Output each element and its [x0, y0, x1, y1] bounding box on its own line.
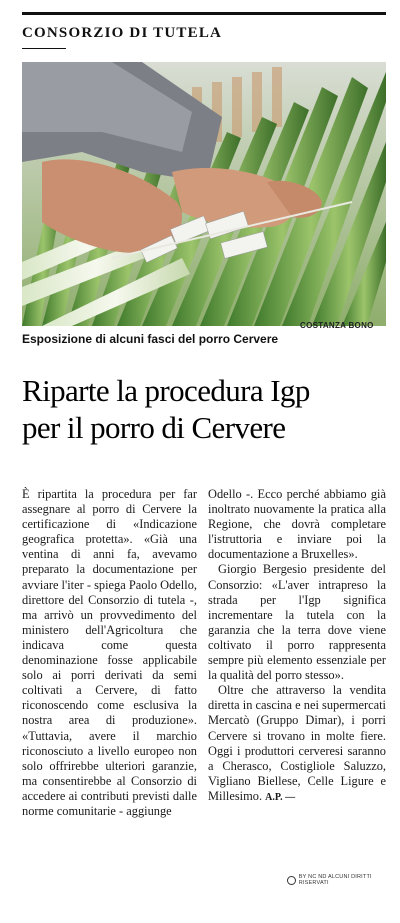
- top-rule: [22, 12, 386, 15]
- creative-commons-icon: [287, 876, 296, 885]
- body-column-left: [22, 487, 197, 819]
- rights-notice: [287, 874, 400, 886]
- kicker-underline: [22, 48, 66, 49]
- body-paragraph: Giorgio Bergesio presidente del Consorzio: «L'aver intrapreso la strada per l'Igp significa incrementare la tutela con la garanzia che la terra dove viene coltivato il porro rappresenta sempre più elemento essenziale per la qualità del porro stesso».: [208, 562, 386, 683]
- body-paragraph: È ripartita la procedura per far assegnare al porro di Cervere la certificazione di «Indicazione geografica protetta». «Già una ventina di anni fa, avevamo preparato la documentazione per avviare l'iter - spiega Paolo Odello, direttore del Consorzio di tutela -, ma arrivò un provvedimento del ministero dell'Agricoltura che indicava come questa denominazione fosse applicabile solo ai porri derivati da semi coltivati a Cervere, di fatto riconoscendo come esclusiva la nostra area di produzione». «Tuttavia, avere il marchio riconosciuto a livello europeo non solo offrirebbe ulteriori garanzie, ma consentirebbe al Consorzio di accedere ai contributi previsti dalle norme comunitarie - aggiunge: [22, 487, 197, 818]
- rights-text: BY NC ND ALCUNI DIRITTI RISERVATI: [298, 874, 372, 886]
- headline-line-2: per il porro di Cervere: [22, 410, 286, 445]
- headline-line-1: Riparte la procedura Igp: [22, 373, 310, 408]
- body-paragraph: [208, 683, 386, 805]
- article-photo: [22, 62, 386, 326]
- section-kicker: CONSORZIO DI TUTELA: [22, 25, 223, 41]
- photo-credit: COSTANZA BONO: [300, 321, 374, 330]
- body-paragraph: Odello -. Ecco perché abbiamo già inoltrato nuovamente la pratica alla Regione, che dovrà completare l'istruttoria e inviare poi la documentazione a Bruxelles».: [208, 487, 386, 562]
- article-headline: [22, 372, 392, 446]
- body-column-right: [208, 487, 386, 805]
- body-paragraph-text: Oltre che attraverso la vendita diretta in cascina e nei supermercati Mercatò (Gruppo Dimar), i porri Cervere si trovano in molte fiere. Oggi i produttori cerveresi saranno a Cherasco, Costigliole Saluzzo, Vigliano Biellese, Celle Ligure e Millesimo.: [208, 683, 386, 803]
- photo-caption: Esposizione di alcuni fasci del porro Cervere: [22, 332, 279, 346]
- author-signoff: A.P. —: [265, 791, 296, 803]
